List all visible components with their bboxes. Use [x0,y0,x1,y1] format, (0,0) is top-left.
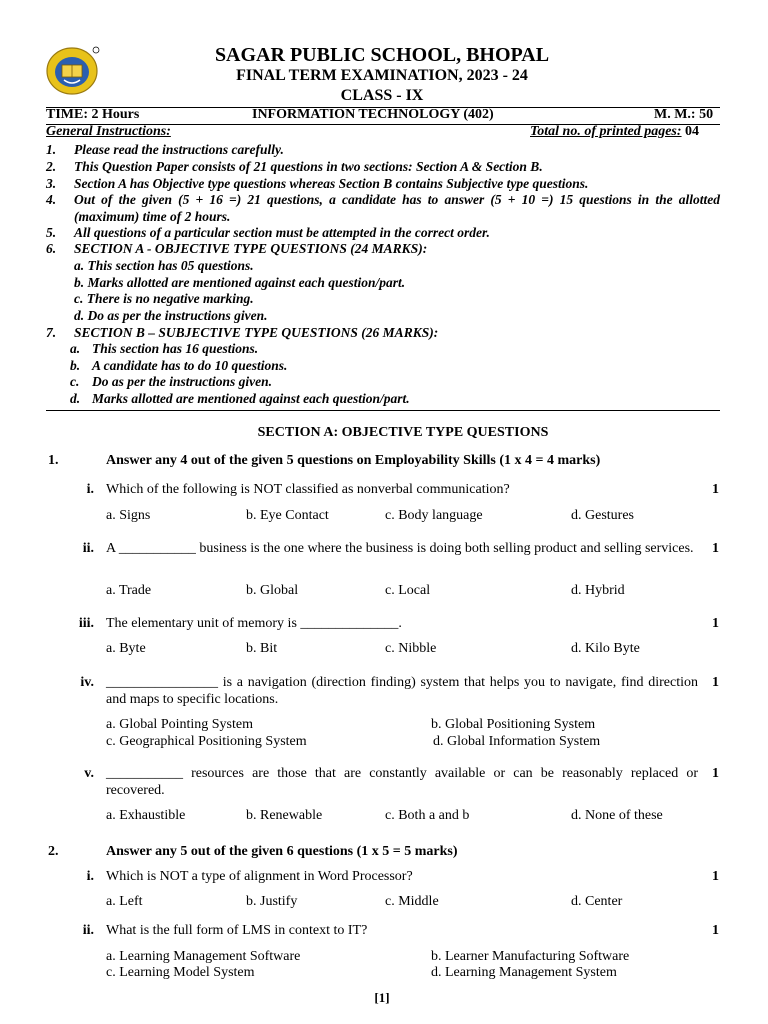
part-label: i. [86,482,94,497]
section-a-title: SECTION A: OBJECTIVE TYPE QUESTIONS [257,425,549,440]
section-b-subpoint: Do as per the instructions given. [92,374,273,389]
part-text: A ___________ business is the one where the business is doing both selling product and selling services. [106,541,694,556]
section-b-subpoint: This section has 16 questions. [92,341,259,356]
instructions-list [46,142,720,406]
question-number: 2. [48,844,59,859]
part-label: ii. [82,541,94,556]
option: b. Learner Manufacturing Software [431,949,630,964]
question-title: Answer any 5 out of the given 6 questions (1 x 5 = 5 marks) [106,844,458,859]
section-b-subpoint: A candidate has to do 10 questions. [92,358,288,373]
option: b. Justify [246,894,298,909]
subject-label: INFORMATION TECHNOLOGY (402) [252,107,494,122]
instruction-number: 5. [46,225,57,240]
option: d. Center [571,894,623,909]
part-mark: 1 [712,482,719,497]
instruction-text: SECTION A - OBJECTIVE TYPE QUESTIONS (24 MARKS): [74,241,428,256]
option: c. Nibble [385,641,437,656]
part-mark: 1 [712,541,719,556]
option: b. Eye Contact [246,508,329,523]
instruction-number: 2. [46,159,57,174]
option: a. Global Pointing System [106,717,253,732]
option: c. Geographical Positioning System [106,734,307,749]
part-label: i. [86,869,94,884]
section-a-subpoint: a. This section has 05 questions. [74,258,254,273]
instruction-text: SECTION B – SUBJECTIVE TYPE QUESTIONS (26 MARKS): [74,325,439,340]
option: b. Global Positioning System [431,717,596,732]
option: b. Renewable [246,808,323,823]
section-b-label: a. [70,341,81,356]
part-label: iv. [80,675,94,690]
section-b-label: b. [70,358,81,373]
option: b. Bit [246,641,278,656]
option: d. Hybrid [571,583,625,598]
instruction-text: All questions of a particular section must be attempted in the correct order. [74,225,490,240]
printed-pages-value: 04 [685,124,700,139]
part-label: iii. [78,616,94,631]
general-instructions-heading: General Instructions: [46,124,171,139]
option: c. Body language [385,508,483,523]
question-title: Answer any 4 out of the given 5 questions on Employability Skills (1 x 4 = 4 marks) [106,453,601,468]
section-a-subpoint: c. There is no negative marking. [74,291,254,306]
option: a. Exhaustible [106,808,186,823]
instruction-number: 4. [46,192,57,207]
part-text: Which of the following is NOT classified as nonverbal communication? [106,482,510,497]
option: d. Global Information System [433,734,601,749]
school-name: SAGAR PUBLIC SCHOOL, BHOPAL [214,44,550,66]
printed-pages [530,124,699,140]
part-label: ii. [82,923,94,938]
section-a-subpoint: b. Marks allotted are mentioned against each question/part. [74,275,406,290]
option: a. Trade [106,583,152,598]
instruction-text: This Question Paper consists of 21 questions in two sections: Section A & Section B. [74,159,543,174]
part-mark: 1 [712,766,719,781]
instruction-number: 3. [46,176,57,191]
part-mark: 1 [712,923,719,938]
instructions-rule [46,410,720,411]
option: c. Both a and b [385,808,470,823]
part-label: v. [84,766,94,781]
question-number: 1. [48,453,59,468]
part-text: The elementary unit of memory is ______________. [106,616,402,631]
part-mark: 1 [712,675,719,690]
part-mark: 1 [712,616,719,631]
printed-pages-label: Total no. of printed pages: [530,124,682,139]
instruction-number: 6. [46,241,57,256]
option: c. Learning Model System [106,965,255,980]
section-b-label: d. [70,391,81,406]
part-text: ___________ resources are those that are constantly available or can be reasonably replaced or recovered. [106,766,698,798]
option: d. Learning Management System [431,965,617,980]
option: d. None of these [571,808,663,823]
instruction-number: 7. [46,325,57,340]
page-number: [1] [374,990,390,1005]
option: a. Signs [106,508,151,523]
exam-title: FINAL TERM EXAMINATION, 2023 - 24 [236,67,528,84]
part-text: Which is NOT a type of alignment in Word Processor? [106,869,413,884]
instruction-text: Section A has Objective type questions whereas Section B contains Subjective type questions. [74,176,589,191]
option: c. Local [385,583,431,598]
instruction-text: Please read the instructions carefully. [74,142,284,157]
class-label: CLASS - IX [340,87,424,104]
option: c. Middle [385,894,439,909]
option: d. Gestures [571,508,634,523]
section-b-subpoint: Marks allotted are mentioned against each question/part. [92,391,410,406]
part-mark: 1 [712,869,719,884]
max-marks: M. M.: 50 [654,107,714,122]
option: a. Byte [106,641,146,656]
option: d. Kilo Byte [571,641,640,656]
section-a-subpoint: d. Do as per the instructions given. [74,308,268,323]
part-text: What is the full form of LMS in context to IT? [106,923,368,938]
section-b-label: c. [70,374,80,389]
time-label: TIME: 2 Hours [46,107,140,122]
option: a. Left [106,894,143,909]
part-text: ________________ is a navigation (direction finding) system that helps you to navigate, find direction and maps to specific locations. [106,675,698,707]
option: a. Learning Management Software [106,949,301,964]
instruction-text: Out of the given (5 + 16 =) 21 questions, a candidate has to answer (5 + 10 =) 15 questions in the allotted (maximum) time of 2 hours. [74,192,720,224]
option: b. Global [246,583,299,598]
instruction-number: 1. [46,142,57,157]
